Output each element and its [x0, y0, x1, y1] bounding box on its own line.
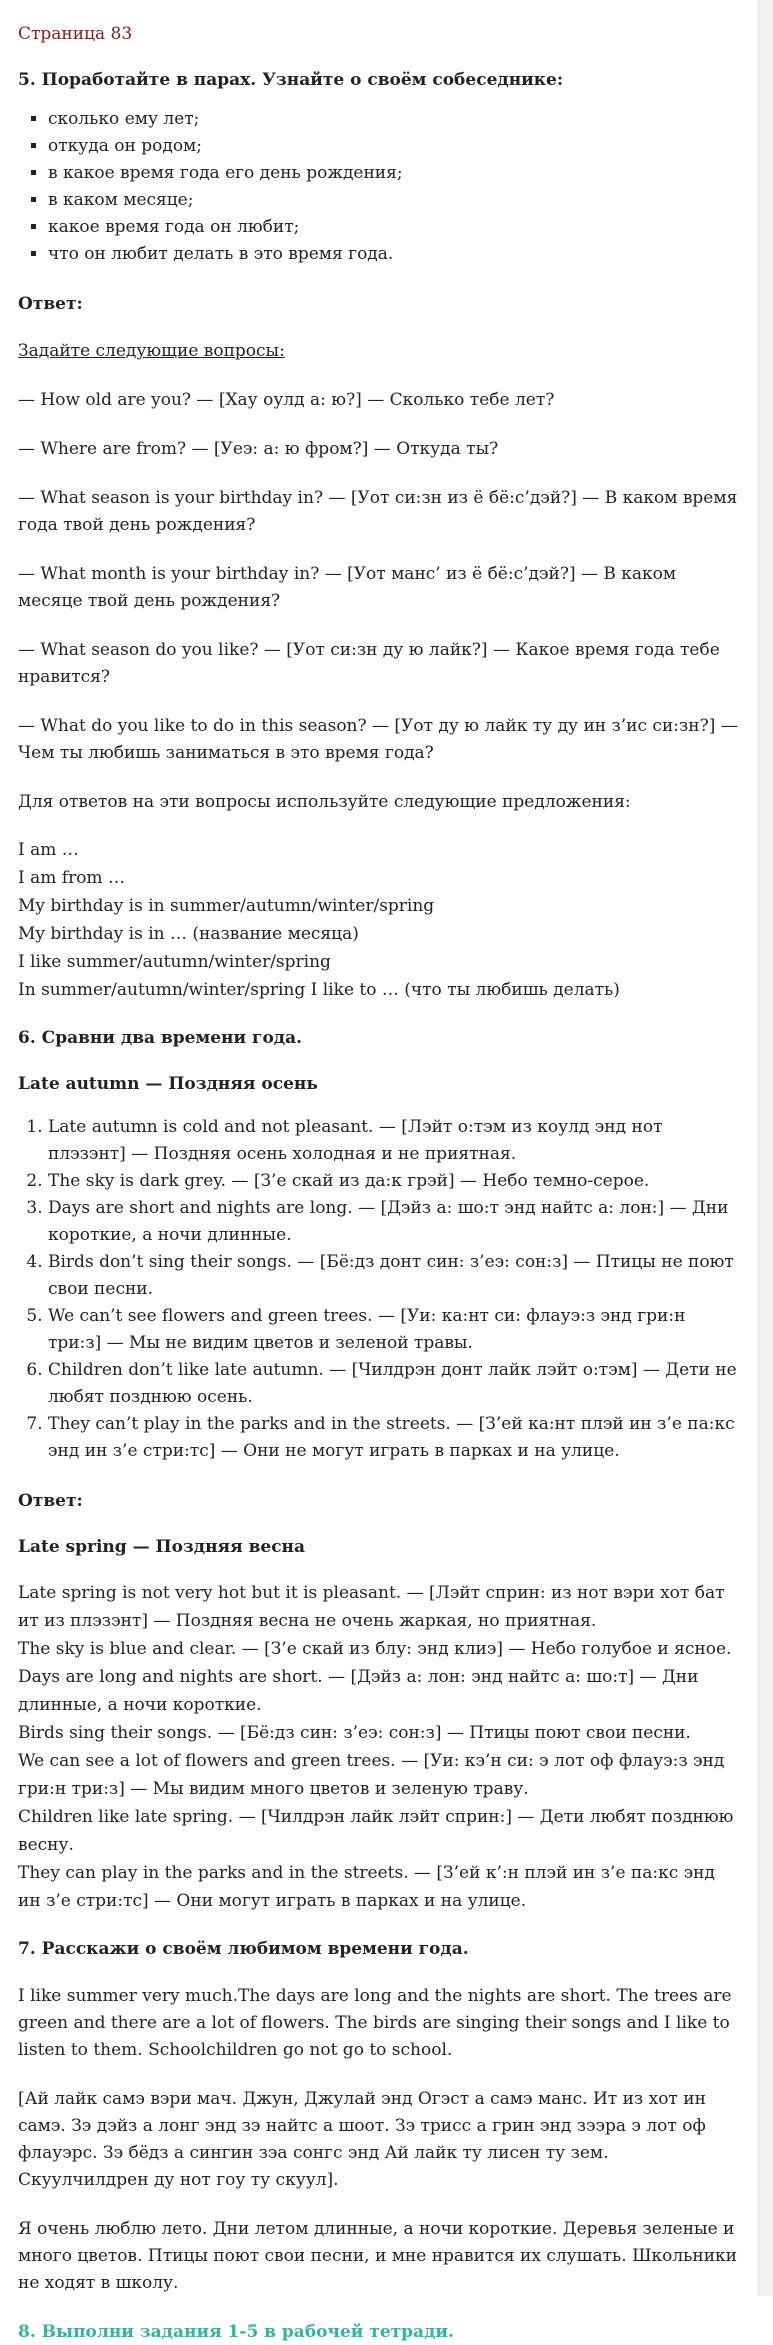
answer-line: Days are long and nights are short. — [Дэйз а: лон: энд найтс а: шо:т] — Дни длинные, а ночи короткие.: [18, 1667, 699, 1715]
answer-line: In summer/autumn/winter/spring I like to … (что ты любишь делать): [18, 980, 620, 1000]
page-content: [18, 0, 738, 2345]
list-item: ▪ какое время года он любит;: [48, 214, 738, 241]
list-item: ▪ в каком месяце;: [48, 187, 738, 214]
question-paragraph: — What month is your birthday in? — [Уот манс’ из ё бё:с’дэй?] — В каком месяце твой день рождения?: [18, 564, 677, 611]
questions-intro: [18, 338, 738, 365]
question-paragraph: — How old are you? — [Хау оулд а: ю?] — Сколько тебе лет?: [18, 390, 555, 410]
question-paragraph: — What season is your birthday in? — [Уот си:зн из ё бё:с’дэй?] — В каком время года твой день рождения?: [18, 488, 738, 535]
list-item: ▪ в какое время года его день рождения;: [48, 160, 738, 187]
answer-line: I am from …: [18, 868, 125, 888]
answer-line: We can see a lot of flowers and green trees. — [Уи: кэ’н си: э лот оф флауэ:з энд гри:н три:з] — Мы видим много цветов и зеленую траву.: [18, 1751, 725, 1799]
task5-answer-label: Ответ:: [18, 294, 83, 314]
question-paragraph: — What season do you like? — [Уот си:зн ду ю лайк?] — Какое время года тебе нравится?: [18, 640, 720, 687]
list-item: ▪ откуда он родом;: [48, 133, 738, 160]
task6-numbered-list: [18, 1114, 738, 1465]
list-item: ▪ что он любит делать в это время года.: [48, 241, 738, 268]
late-spring-sentences: [18, 1579, 738, 1915]
answer-line: Late spring is not very hot but it is pleasant. — [Лэйт сприн: из нот вэри хот бат ит из плэзэнт] — Поздняя весна не очень жаркая, но приятная.: [18, 1583, 725, 1631]
question-paragraph: — Where are from? — [Уеэ: а: ю фром?] — Откуда ты?: [18, 439, 499, 459]
answer-sentences: [18, 836, 738, 1004]
task7-heading: 7. Расскажи о своём любимом времени года.: [18, 1939, 469, 1959]
page-label: Страница 83: [18, 24, 133, 44]
answer-line: The sky is blue and clear. — [З’е скай из блу: энд клиэ] — Небо голубое и ясное.: [18, 1639, 732, 1659]
task6-answer-subheading: Late spring — Поздняя весна: [18, 1537, 305, 1557]
task6-subheading: Late autumn — Поздняя осень: [18, 1074, 318, 1094]
answer-line: My birthday is in summer/autumn/winter/spring: [18, 896, 435, 916]
task8-heading: 8. Выполни задания 1-5 в рабочей тетради.: [18, 2322, 454, 2342]
list-item: 7. They can’t play in the parks and in the streets. — [З’ей ка:нт плэй ин з’е па:кс энд ин з’е стри:тс] — Они не могут играть в парках и на улице.: [48, 1411, 738, 1465]
paragraph-english: I like summer very much.The days are long and the nights are short. The trees are green and there are a lot of flowers. The birds are singing their songs and I like to listen to them. Schoolchildren go not go to school.: [18, 1986, 732, 2060]
list-item: 1. Late autumn is cold and not pleasant. — [Лэйт о:тэм из коулд энд нот плэзэнт] — Поздняя осень холодная и не приятная.: [48, 1114, 738, 1168]
paragraph-russian: Я очень люблю лето. Дни летом длинные, а ночи короткие. Деревья зеленые и много цветов. Птицы поют свои песни, и мне нравится их слушать. Школьники не ходят в школу.: [18, 2219, 737, 2293]
list-item: 6. Children don’t like late autumn. — [Чилдрэн донт лайк лэйт о:тэм] — Дети не любят позднюю осень.: [48, 1357, 738, 1411]
task6-heading: 6. Сравни два времени года.: [18, 1028, 303, 1048]
answer-line: Children like late spring. — [Чилдрэн лайк лэйт сприн:] — Дети любят позднюю весну.: [18, 1807, 734, 1855]
scrollbar[interactable]: [758, 0, 773, 2296]
questions-intro-text: Задайте следующие вопросы:: [18, 341, 285, 361]
list-item: 2. The sky is dark grey. — [З’е скай из да:к грэй] — Небо темно-серое.: [48, 1168, 738, 1195]
list-item: 3. Days are short and nights are long. — [Дэйз а: шо:т энд найтс а: лон:] — Дни короткие, а ночи длинные.: [48, 1195, 738, 1249]
answers-intro: Для ответов на эти вопросы используйте следующие предложения:: [18, 792, 631, 812]
answer-line: Birds sing their songs. — [Бё:дз син: з’еэ: сон:з] — Птицы поют свои песни.: [18, 1723, 691, 1743]
answer-line: My birthday is in … (название месяца): [18, 924, 359, 944]
answer-line: I am …: [18, 840, 79, 860]
list-item: 4. Birds don’t sing their songs. — [Бё:дз донт син: з’еэ: сон:з] — Птицы не поют свои песни.: [48, 1249, 738, 1303]
paragraph-transcription: [Ай лайк самэ вэри мач. Джун, Джулай энд Огэст а самэ манс. Ит из хот ин самэ. Зэ дэйз а лонг энд зэ найтс а шоот. Зэ трисс а грин энд зээра э лот оф флауэрс. Зэ бёдз а сингин зэа сонгс энд Ай лайк ту лисен ту зем. Скуулчилдрен ду нот гоу ту скуул].: [18, 2089, 706, 2190]
answer-line: I like summer/autumn/winter/spring: [18, 952, 331, 972]
question-paragraph: — What do you like to do in this season? — [Уот ду ю лайк ту ду ин з’ис си:зн?] — Чем ты любишь заниматься в это время года?: [18, 716, 738, 763]
answer-line: They can play in the parks and in the streets. — [З’ей к’:н плэй ин з’е па:кс энд ин з’е стри:тс] — Они могут играть в парках и на улице.: [18, 1863, 715, 1911]
list-item: 5. We can’t see flowers and green trees. — [Уи: ка:нт си: флауэ:з энд гри:н три:з] — Мы не видим цветов и зеленой травы.: [48, 1303, 738, 1357]
task5-bullet-list: [18, 106, 738, 268]
task6-answer-label: Ответ:: [18, 1491, 83, 1511]
list-item: ▪ сколько ему лет;: [48, 106, 738, 133]
task5-heading: 5. Поработайте в парах. Узнайте о своём собеседнике:: [18, 70, 564, 90]
